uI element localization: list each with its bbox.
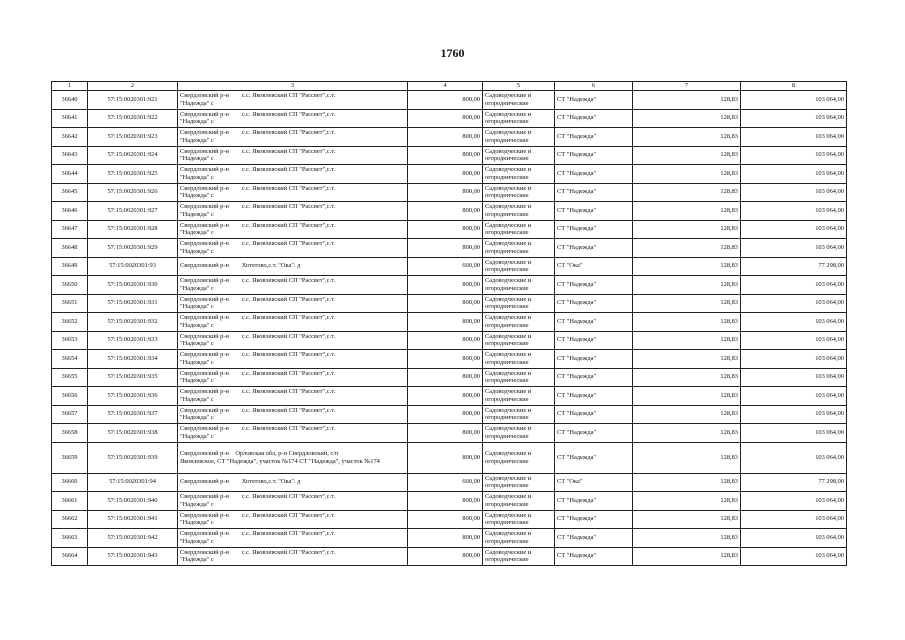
cadastral-number-cell: 57:15:0020301:935 xyxy=(88,368,178,387)
table-row xyxy=(52,387,847,406)
partnership-cell: СТ "Надежда" xyxy=(555,331,633,350)
cadastral-number-cell: 57:15:0020301:932 xyxy=(88,313,178,332)
cadastral-value-cell: 103 064,00 xyxy=(741,350,847,369)
address-line-1: Свердловский р-н с.с. Яковлевский СП "Рассвет",с.т. xyxy=(180,92,336,100)
rate-cell: 128,83 xyxy=(633,547,741,566)
land-use-cell: Садоводческие и огороднические xyxy=(483,368,555,387)
table-row xyxy=(52,109,847,128)
land-use-cell: Садоводческие и огороднические xyxy=(483,91,555,110)
rate-cell: 128,83 xyxy=(633,202,741,221)
record-number-cell: 36651 xyxy=(52,294,88,313)
address-line-1: Свердловский р-н Хотетово,с.т. "Ока". д xyxy=(180,262,301,270)
address-line-1: Свердловский р-н с.с. Яковлевский СП "Рассвет",с.т. xyxy=(180,295,336,303)
rate-cell: 128,83 xyxy=(633,529,741,548)
partnership-cell: СТ "Надежда" xyxy=(555,387,633,406)
column-header: 6 xyxy=(555,82,633,91)
area-cell: 600,00 xyxy=(408,257,483,276)
area-cell: 800,00 xyxy=(408,547,483,566)
cadastral-number-cell: 57:15:0020301:938 xyxy=(88,424,178,443)
address-line-2: "Надежда" с xyxy=(180,519,214,527)
cadastral-number-cell: 57:15:0020301:942 xyxy=(88,529,178,548)
address-line-2: "Надежда" с xyxy=(180,136,214,144)
address-line-2: "Надежда" с xyxy=(180,303,214,311)
address-line-1: Свердловский р-н с.с. Яковлевский СП "Рассвет",с.т. xyxy=(180,351,336,359)
area-cell: 800,00 xyxy=(408,276,483,295)
column-header: 1 xyxy=(52,82,88,91)
address-line-1: Свердловский р-н с.с. Яковлевский СП "Рассвет",с.т. xyxy=(180,406,336,414)
address-cell xyxy=(178,529,408,548)
address-line-2: "Надежда" с xyxy=(180,192,214,200)
address-line-1: Свердловский р-н с.с. Яковлевский СП "Рассвет",с.т. xyxy=(180,425,336,433)
table-row xyxy=(52,239,847,258)
table-row xyxy=(52,473,847,492)
table-row xyxy=(52,128,847,147)
cadastral-number-cell: 57:15:0020301:939 xyxy=(88,442,178,473)
partnership-cell: СТ "Надежда" xyxy=(555,405,633,424)
address-line-1: Свердловский р-н с.с. Яковлевский СП "Рассвет",с.т. xyxy=(180,221,336,229)
cadastral-number-cell: 57:15:0020301:921 xyxy=(88,91,178,110)
area-cell: 800,00 xyxy=(408,109,483,128)
land-use-cell: Садоводческие и огороднические xyxy=(483,202,555,221)
address-cell xyxy=(178,492,408,511)
table-row xyxy=(52,547,847,566)
address-line-1: Свердловский р-н Хотетово,с.т. "Ока". д xyxy=(180,478,301,486)
record-number-cell: 36659 xyxy=(52,442,88,473)
address-line-1: Свердловский р-н с.с. Яковлевский СП "Рассвет",с.т. xyxy=(180,369,336,377)
record-number-cell: 36656 xyxy=(52,387,88,406)
address-line-1: Свердловский р-н с.с. Яковлевский СП "Рассвет",с.т. xyxy=(180,110,336,118)
address-line-1: Свердловский р-н с.с. Яковлевский СП "Рассвет",с.т. xyxy=(180,184,336,192)
table-row xyxy=(52,424,847,443)
partnership-cell: СТ "Надежда" xyxy=(555,239,633,258)
land-use-cell: Садоводческие и огороднические xyxy=(483,146,555,165)
cadastral-value-cell: 103 064,00 xyxy=(741,165,847,184)
partnership-cell: СТ "Надежда" xyxy=(555,368,633,387)
address-line-2: "Надежда" с xyxy=(180,210,214,218)
rate-cell: 128,83 xyxy=(633,350,741,369)
address-line-2: "Надежда" с xyxy=(180,155,214,163)
address-line-1: Свердловский р-н с.с. Яковлевский СП "Рассвет",с.т. xyxy=(180,203,336,211)
record-number-cell: 36641 xyxy=(52,109,88,128)
table-row xyxy=(52,529,847,548)
cadastral-value-cell: 103 064,00 xyxy=(741,183,847,202)
address-line-2: Яковлевское, СТ "Надежда", участок №174 СТ "Надежда", участок №174 xyxy=(180,457,380,465)
address-line-2: "Надежда" с xyxy=(180,229,214,237)
partnership-cell: СТ "Надежда" xyxy=(555,165,633,184)
land-use-cell: Садоводческие и огороднические xyxy=(483,109,555,128)
area-cell: 800,00 xyxy=(408,387,483,406)
address-line-2: "Надежда" с xyxy=(180,377,214,385)
cadastral-value-cell: 103 064,00 xyxy=(741,239,847,258)
address-line-2: "Надежда" с xyxy=(180,414,214,422)
partnership-cell: СТ "Надежда" xyxy=(555,529,633,548)
address-cell xyxy=(178,109,408,128)
table-row xyxy=(52,405,847,424)
partnership-cell: СТ "Надежда" xyxy=(555,510,633,529)
table-row xyxy=(52,220,847,239)
rate-cell: 128,83 xyxy=(633,220,741,239)
area-cell: 800,00 xyxy=(408,368,483,387)
cadastral-value-cell: 103 064,00 xyxy=(741,368,847,387)
address-line-1: Свердловский р-н с.с. Яковлевский СП "Рассвет",с.т. xyxy=(180,388,336,396)
rate-cell: 128,83 xyxy=(633,91,741,110)
cadastral-value-cell: 103 064,00 xyxy=(741,91,847,110)
area-cell: 600,00 xyxy=(408,473,483,492)
partnership-cell: СТ "Ока" xyxy=(555,257,633,276)
area-cell: 800,00 xyxy=(408,202,483,221)
cadastral-value-cell: 77 298,00 xyxy=(741,257,847,276)
rate-cell: 128,83 xyxy=(633,510,741,529)
cadastral-number-cell: 57:15:0020301:929 xyxy=(88,239,178,258)
record-number-cell: 36664 xyxy=(52,547,88,566)
address-line-2: "Надежда" с xyxy=(180,500,214,508)
partnership-cell: СТ "Надежда" xyxy=(555,442,633,473)
record-number-cell: 36649 xyxy=(52,257,88,276)
cadastral-value-cell: 103 064,00 xyxy=(741,331,847,350)
column-header: 2 xyxy=(88,82,178,91)
address-cell xyxy=(178,202,408,221)
partnership-cell: СТ "Надежда" xyxy=(555,220,633,239)
record-number-cell: 36643 xyxy=(52,146,88,165)
rate-cell: 128,83 xyxy=(633,331,741,350)
cadastral-number-cell: 57:15:0020301:933 xyxy=(88,331,178,350)
area-cell: 800,00 xyxy=(408,529,483,548)
rate-cell: 128,83 xyxy=(633,239,741,258)
partnership-cell: СТ "Надежда" xyxy=(555,109,633,128)
address-cell xyxy=(178,313,408,332)
cadastral-value-cell: 103 064,00 xyxy=(741,492,847,511)
land-use-cell: Садоводческие и огороднические xyxy=(483,220,555,239)
area-cell: 800,00 xyxy=(408,220,483,239)
partnership-cell: СТ "Надежда" xyxy=(555,91,633,110)
column-header: 5 xyxy=(483,82,555,91)
partnership-cell: СТ "Надежда" xyxy=(555,492,633,511)
address-line-1: Свердловский р-н с.с. Яковлевский СП "Рассвет",с.т. xyxy=(180,240,336,248)
address-cell xyxy=(178,350,408,369)
address-line-2: "Надежда" с xyxy=(180,173,214,181)
address-line-1: Свердловский р-н с.с. Яковлевский СП "Рассвет",с.т. xyxy=(180,147,336,155)
rate-cell: 128,83 xyxy=(633,109,741,128)
table-row xyxy=(52,294,847,313)
cadastral-number-cell: 57:15:0020301:936 xyxy=(88,387,178,406)
table-row xyxy=(52,183,847,202)
address-cell xyxy=(178,146,408,165)
address-line-1: Свердловский р-н с.с. Яковлевский СП "Рассвет",с.т. xyxy=(180,511,336,519)
column-header: 4 xyxy=(408,82,483,91)
land-use-cell: Садоводческие и огороднические xyxy=(483,473,555,492)
record-number-cell: 36654 xyxy=(52,350,88,369)
table-row xyxy=(52,442,847,473)
address-line-1: Свердловский р-н с.с. Яковлевский СП "Рассвет",с.т. xyxy=(180,530,336,538)
rate-cell: 128,83 xyxy=(633,146,741,165)
table-row xyxy=(52,331,847,350)
table-row xyxy=(52,276,847,295)
partnership-cell: СТ "Надежда" xyxy=(555,276,633,295)
land-use-cell: Садоводческие и огороднические xyxy=(483,257,555,276)
record-number-cell: 36653 xyxy=(52,331,88,350)
registry-table xyxy=(51,81,847,566)
record-number-cell: 36658 xyxy=(52,424,88,443)
table-row xyxy=(52,202,847,221)
record-number-cell: 36662 xyxy=(52,510,88,529)
address-line-1: Свердловский р-н с.с. Яковлевский СП "Рассвет",с.т. xyxy=(180,548,336,556)
address-line-1: Свердловский р-н с.с. Яковлевский СП "Рассвет",с.т. xyxy=(180,129,336,137)
cadastral-value-cell: 103 064,00 xyxy=(741,529,847,548)
area-cell: 800,00 xyxy=(408,424,483,443)
land-use-cell: Садоводческие и огороднические xyxy=(483,405,555,424)
record-number-cell: 36661 xyxy=(52,492,88,511)
cadastral-value-cell: 103 064,00 xyxy=(741,387,847,406)
address-cell xyxy=(178,183,408,202)
cadastral-number-cell: 57:15:0020301:941 xyxy=(88,510,178,529)
area-cell: 800,00 xyxy=(408,405,483,424)
record-number-cell: 36650 xyxy=(52,276,88,295)
address-line-2: "Надежда" с xyxy=(180,284,214,292)
address-line-2: "Надежда" с xyxy=(180,99,214,107)
address-line-2: "Надежда" с xyxy=(180,556,214,564)
area-cell: 800,00 xyxy=(408,183,483,202)
address-line-2: "Надежда" с xyxy=(180,395,214,403)
cadastral-number-cell: 57:15:0020301:940 xyxy=(88,492,178,511)
partnership-cell: СТ "Надежда" xyxy=(555,313,633,332)
address-cell xyxy=(178,424,408,443)
cadastral-value-cell: 103 064,00 xyxy=(741,424,847,443)
partnership-cell: СТ "Надежда" xyxy=(555,424,633,443)
partnership-cell: СТ "Надежда" xyxy=(555,294,633,313)
land-use-cell: Садоводческие и огороднические xyxy=(483,183,555,202)
cadastral-number-cell: 57:15:0020301:925 xyxy=(88,165,178,184)
area-cell: 800,00 xyxy=(408,442,483,473)
table-row xyxy=(52,257,847,276)
partnership-cell: СТ "Надежда" xyxy=(555,183,633,202)
record-number-cell: 36648 xyxy=(52,239,88,258)
partnership-cell: СТ "Ока" xyxy=(555,473,633,492)
land-use-cell: Садоводческие и огороднические xyxy=(483,165,555,184)
cadastral-value-cell: 103 064,00 xyxy=(741,510,847,529)
cadastral-value-cell: 103 064,00 xyxy=(741,202,847,221)
table-row xyxy=(52,510,847,529)
address-cell xyxy=(178,91,408,110)
rate-cell: 128,83 xyxy=(633,257,741,276)
cadastral-value-cell: 77 298,00 xyxy=(741,473,847,492)
cadastral-number-cell: 57:15:0020301:94 xyxy=(88,473,178,492)
area-cell: 800,00 xyxy=(408,492,483,511)
cadastral-number-cell: 57:15:0020301:93 xyxy=(88,257,178,276)
land-use-cell: Садоводческие и огороднические xyxy=(483,442,555,473)
address-cell xyxy=(178,257,408,276)
address-line-2: "Надежда" с xyxy=(180,537,214,545)
area-cell: 800,00 xyxy=(408,146,483,165)
area-cell: 800,00 xyxy=(408,165,483,184)
address-line-2: "Надежда" с xyxy=(180,321,214,329)
area-cell: 800,00 xyxy=(408,91,483,110)
address-cell xyxy=(178,239,408,258)
address-line-1: Свердловский р-н с.с. Яковлевский СП "Рассвет",с.т. xyxy=(180,493,336,501)
rate-cell: 128,83 xyxy=(633,183,741,202)
cadastral-value-cell: 103 064,00 xyxy=(741,146,847,165)
partnership-cell: СТ "Надежда" xyxy=(555,128,633,147)
cadastral-number-cell: 57:15:0020301:934 xyxy=(88,350,178,369)
column-number-row xyxy=(52,82,847,91)
address-line-2: "Надежда" с xyxy=(180,358,214,366)
address-line-2: "Надежда" с xyxy=(180,432,214,440)
record-number-cell: 36657 xyxy=(52,405,88,424)
cadastral-value-cell: 103 064,00 xyxy=(741,313,847,332)
table-row xyxy=(52,368,847,387)
land-use-cell: Садоводческие и огороднические xyxy=(483,510,555,529)
column-header: 3 xyxy=(178,82,408,91)
column-header: 7 xyxy=(633,82,741,91)
address-line-1: Свердловский р-н с.с. Яковлевский СП "Рассвет",с.т. xyxy=(180,277,336,285)
area-cell: 800,00 xyxy=(408,313,483,332)
land-use-cell: Садоводческие и огороднические xyxy=(483,331,555,350)
cadastral-number-cell: 57:15:0020301:926 xyxy=(88,183,178,202)
record-number-cell: 36647 xyxy=(52,220,88,239)
land-use-cell: Садоводческие и огороднические xyxy=(483,350,555,369)
cadastral-number-cell: 57:15:0020301:928 xyxy=(88,220,178,239)
land-use-cell: Садоводческие и огороднические xyxy=(483,239,555,258)
cadastral-number-cell: 57:15:0020301:931 xyxy=(88,294,178,313)
cadastral-value-cell: 103 064,00 xyxy=(741,442,847,473)
table-row xyxy=(52,313,847,332)
rate-cell: 128,83 xyxy=(633,294,741,313)
address-cell xyxy=(178,165,408,184)
cadastral-number-cell: 57:15:0020301:943 xyxy=(88,547,178,566)
land-use-cell: Садоводческие и огороднические xyxy=(483,547,555,566)
address-cell xyxy=(178,331,408,350)
land-use-cell: Садоводческие и огороднические xyxy=(483,128,555,147)
cadastral-value-cell: 103 064,00 xyxy=(741,128,847,147)
address-line-1: Свердловский р-н Орловская обл, р-н Свердловский, с/п xyxy=(180,449,339,457)
area-cell: 800,00 xyxy=(408,510,483,529)
address-cell xyxy=(178,547,408,566)
cadastral-number-cell: 57:15:0020301:927 xyxy=(88,202,178,221)
cadastral-value-cell: 103 064,00 xyxy=(741,547,847,566)
rate-cell: 128,83 xyxy=(633,276,741,295)
record-number-cell: 36663 xyxy=(52,529,88,548)
land-use-cell: Садоводческие и огороднические xyxy=(483,387,555,406)
address-line-2: "Надежда" с xyxy=(180,247,214,255)
rate-cell: 128,83 xyxy=(633,442,741,473)
rate-cell: 128,83 xyxy=(633,387,741,406)
record-number-cell: 36640 xyxy=(52,91,88,110)
area-cell: 800,00 xyxy=(408,350,483,369)
record-number-cell: 36646 xyxy=(52,202,88,221)
rate-cell: 128,83 xyxy=(633,473,741,492)
record-number-cell: 36660 xyxy=(52,473,88,492)
table-row xyxy=(52,146,847,165)
cadastral-value-cell: 103 064,00 xyxy=(741,405,847,424)
land-use-cell: Садоводческие и огороднические xyxy=(483,424,555,443)
table-row xyxy=(52,492,847,511)
address-cell xyxy=(178,276,408,295)
rate-cell: 128,83 xyxy=(633,128,741,147)
rate-cell: 128,83 xyxy=(633,405,741,424)
address-cell xyxy=(178,294,408,313)
cadastral-value-cell: 103 064,00 xyxy=(741,276,847,295)
rate-cell: 128,83 xyxy=(633,368,741,387)
cadastral-number-cell: 57:15:0020301:937 xyxy=(88,405,178,424)
land-use-cell: Садоводческие и огороднические xyxy=(483,276,555,295)
area-cell: 800,00 xyxy=(408,128,483,147)
cadastral-value-cell: 103 064,00 xyxy=(741,220,847,239)
cadastral-number-cell: 57:15:0020301:922 xyxy=(88,109,178,128)
table-row xyxy=(52,91,847,110)
area-cell: 800,00 xyxy=(408,331,483,350)
partnership-cell: СТ "Надежда" xyxy=(555,350,633,369)
rate-cell: 128,83 xyxy=(633,165,741,184)
address-line-1: Свердловский р-н с.с. Яковлевский СП "Рассвет",с.т. xyxy=(180,166,336,174)
page-number: 1760 xyxy=(440,46,465,60)
partnership-cell: СТ "Надежда" xyxy=(555,202,633,221)
record-number-cell: 36655 xyxy=(52,368,88,387)
address-line-2: "Надежда" с xyxy=(180,340,214,348)
cadastral-value-cell: 103 064,00 xyxy=(741,109,847,128)
address-cell xyxy=(178,510,408,529)
record-number-cell: 36642 xyxy=(52,128,88,147)
area-cell: 800,00 xyxy=(408,294,483,313)
address-cell xyxy=(178,405,408,424)
cadastral-number-cell: 57:15:0020301:924 xyxy=(88,146,178,165)
rate-cell: 128,83 xyxy=(633,313,741,332)
table-row xyxy=(52,350,847,369)
area-cell: 800,00 xyxy=(408,239,483,258)
address-cell xyxy=(178,128,408,147)
address-line-2: "Надежда" с xyxy=(180,118,214,126)
land-use-cell: Садоводческие и огороднические xyxy=(483,529,555,548)
cadastral-number-cell: 57:15:0020301:930 xyxy=(88,276,178,295)
rate-cell: 128,83 xyxy=(633,424,741,443)
address-cell xyxy=(178,220,408,239)
partnership-cell: СТ "Надежда" xyxy=(555,547,633,566)
table-row xyxy=(52,165,847,184)
rate-cell: 128,83 xyxy=(633,492,741,511)
cadastral-number-cell: 57:15:0020301:923 xyxy=(88,128,178,147)
address-cell xyxy=(178,442,408,473)
record-number-cell: 36645 xyxy=(52,183,88,202)
address-line-1: Свердловский р-н с.с. Яковлевский СП "Рассвет",с.т. xyxy=(180,332,336,340)
land-use-cell: Садоводческие и огороднические xyxy=(483,294,555,313)
partnership-cell: СТ "Надежда" xyxy=(555,146,633,165)
cadastral-value-cell: 103 064,00 xyxy=(741,294,847,313)
address-line-1: Свердловский р-н с.с. Яковлевский СП "Рассвет",с.т. xyxy=(180,314,336,322)
column-header: 8 xyxy=(741,82,847,91)
address-cell xyxy=(178,387,408,406)
record-number-cell: 36644 xyxy=(52,165,88,184)
land-use-cell: Садоводческие и огороднические xyxy=(483,492,555,511)
address-cell xyxy=(178,368,408,387)
record-number-cell: 36652 xyxy=(52,313,88,332)
land-use-cell: Садоводческие и огороднические xyxy=(483,313,555,332)
address-cell xyxy=(178,473,408,492)
